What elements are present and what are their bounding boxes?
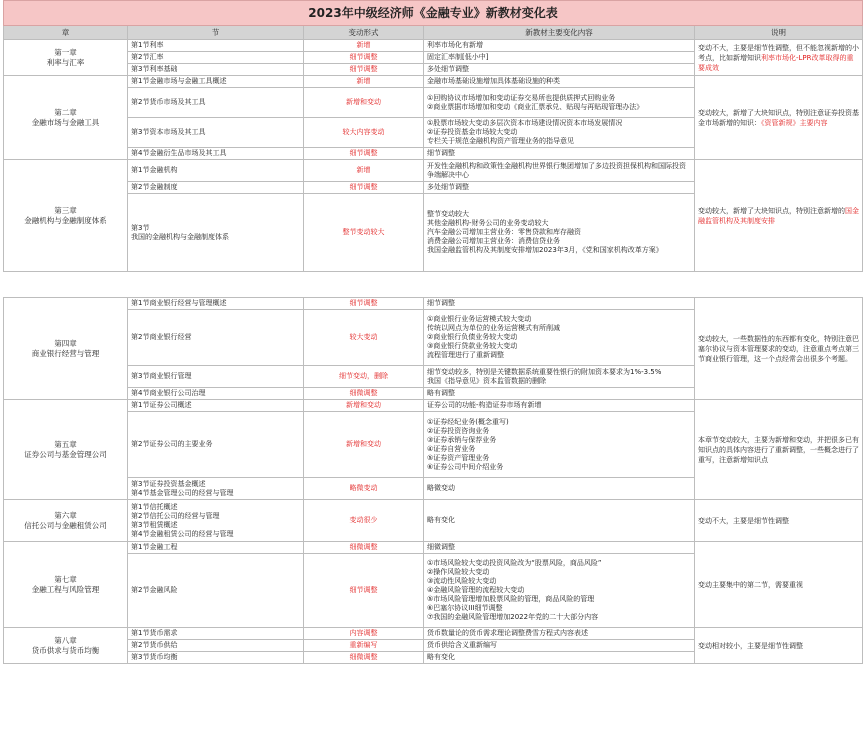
content-cell: ①商业银行业务运营模式较大变动 传统以网点为单位的业务运营模式有所削减 ②商业银行负债业务较大变动 ③商业银行贷款业务较大变动 流程管理进行了重新调整 bbox=[424, 310, 695, 366]
content-cell: 开发性金融机构和政策性金融机构世界银行集团增加了多边投资担保机构和国际投资争端解决中心 bbox=[424, 160, 695, 182]
content-cell: 货币数量论的货币需求理论调整费雪方程式内容表述 bbox=[424, 628, 695, 640]
note-text: 变动不大，主要是细节性调整，但不能忽视新增的小考点，比如新增知识 bbox=[698, 43, 859, 62]
change-cell: 新增和变动 bbox=[304, 400, 424, 412]
content-cell: 固定汇率制[低小中] bbox=[424, 52, 695, 64]
change-cell: 细微调整 bbox=[304, 388, 424, 400]
section-cell: 第1节金融机构 bbox=[128, 160, 304, 182]
page-title: 2023年中级经济师《金融专业》新教材变化表 bbox=[4, 1, 863, 26]
content-cell: 细节变动较多，特别是关键数据系统重要性银行的附加资本要求为1%-3.5% 我国《指导意见》资本监管数据的删除 bbox=[424, 366, 695, 388]
note-cell: 变动不大，主要是细节性调整 bbox=[695, 500, 863, 542]
note-highlight: 利率市场化-LPR改革取得的重要成效 bbox=[698, 53, 854, 72]
note-cell bbox=[695, 160, 863, 272]
change-cell: 细节调整 bbox=[304, 148, 424, 160]
section-cell: 第2节金融制度 bbox=[128, 182, 304, 194]
header-content: 新教材主要变化内容 bbox=[424, 26, 695, 40]
header-section: 节 bbox=[128, 26, 304, 40]
chapter-cell: 第二章 金融市场与金融工具 bbox=[4, 76, 128, 160]
change-cell: 细节调整 bbox=[304, 554, 424, 628]
change-cell: 细节调整 bbox=[304, 64, 424, 76]
header-change-form: 变动形式 bbox=[304, 26, 424, 40]
section-cell: 第2节证券公司的主要业务 bbox=[128, 412, 304, 478]
section-cell: 第1节货币需求 bbox=[128, 628, 304, 640]
change-cell: 细节调整 bbox=[304, 298, 424, 310]
chapter-cell: 第三章 金融机构与金融制度体系 bbox=[4, 160, 128, 272]
section-cell: 第3节货币均衡 bbox=[128, 652, 304, 664]
section-cell: 第1节商业银行经营与管理概述 bbox=[128, 298, 304, 310]
content-cell: ①回购协议市场增加和变动证券交易所也提供质押式回购业务 ②商业票据市场增加和变动《商业汇票承兑、贴现与再贴现管理办法》 bbox=[424, 88, 695, 118]
section-cell: 第4节商业银行公司治理 bbox=[128, 388, 304, 400]
chapter-cell: 第五章 证券公司与基金管理公司 bbox=[4, 400, 128, 500]
content-cell: 货币供给含义重新编写 bbox=[424, 640, 695, 652]
change-cell: 细微调整 bbox=[304, 542, 424, 554]
change-cell: 较大变动 bbox=[304, 310, 424, 366]
section-cell: 第2节汇率 bbox=[128, 52, 304, 64]
section-cell: 第3节利率基础 bbox=[128, 64, 304, 76]
section-cell: 第1节证券公司概述 bbox=[128, 400, 304, 412]
note-text: 变动较大，新增了大块知识点，特别注意证券投资基金市场新增的知识： bbox=[698, 108, 859, 127]
section-cell: 第2节金融风险 bbox=[128, 554, 304, 628]
content-cell: 略微变动 bbox=[424, 478, 695, 500]
change-cell: 内容调整 bbox=[304, 628, 424, 640]
chapter-cell: 第七章 金融工程与风险管理 bbox=[4, 542, 128, 628]
section-cell: 第3节 我国的金融机构与金融制度体系 bbox=[128, 194, 304, 272]
content-cell: 略有变化 bbox=[424, 652, 695, 664]
section-cell: 第1节信托概述 第2节信托公司的经营与管理 第3节租赁概述 第4节金融租赁公司的经营与管理 bbox=[128, 500, 304, 542]
header-notes: 说明 bbox=[695, 26, 863, 40]
content-cell: ①市场风险较大变动投资风险改为“股票风险，商品风险” ②操作风险较大变动 ③流动性风险较大变动 ④金融风险管理的流程较大变动 ⑤市场风险管理增加股票风险的管理，商品风险的管理 ⑥巴塞尔协议III细节调整 ⑦我国的金融风险管理增加2022年党的二十大部分内容 bbox=[424, 554, 695, 628]
content-cell: 细节调整 bbox=[424, 148, 695, 160]
note-cell bbox=[695, 40, 863, 76]
header-row bbox=[4, 26, 863, 40]
title-row bbox=[4, 1, 863, 26]
change-cell: 新增 bbox=[304, 76, 424, 88]
content-cell: 略有变化 bbox=[424, 500, 695, 542]
content-cell: 细微调整 bbox=[424, 542, 695, 554]
change-cell: 新增和变动 bbox=[304, 88, 424, 118]
change-cell: 略微变动 bbox=[304, 478, 424, 500]
content-cell: 细节调整 bbox=[424, 298, 695, 310]
chapter-cell: 第一章 利率与汇率 bbox=[4, 40, 128, 76]
change-table bbox=[3, 0, 863, 664]
content-cell: 略有调整 bbox=[424, 388, 695, 400]
content-cell: 多处细节调整 bbox=[424, 182, 695, 194]
change-cell: 新增 bbox=[304, 160, 424, 182]
section-cell: 第1节利率 bbox=[128, 40, 304, 52]
change-cell: 细节变动，删除 bbox=[304, 366, 424, 388]
change-cell: 细微调整 bbox=[304, 652, 424, 664]
section-cell: 第2节货币市场及其工具 bbox=[128, 88, 304, 118]
table-row bbox=[4, 628, 863, 640]
section-cell: 第3节商业银行管理 bbox=[128, 366, 304, 388]
content-cell: 整节变动较大 其他金融机构-财务公司的业务变动较大 汽车金融公司增加主营业务：零售贷款和库存融资 消费金融公司增加主营业务：消费信贷业务 我国金融监管机构及其制度安排增加2023年3月，《党和国家机构改革方案》 bbox=[424, 194, 695, 272]
section-cell: 第3节证券投资基金概述 第4节基金管理公司的经营与管理 bbox=[128, 478, 304, 500]
section-cell: 第1节金融市场与金融工具概述 bbox=[128, 76, 304, 88]
change-cell: 细节调整 bbox=[304, 52, 424, 64]
note-cell: 变动相对较小，主要是细节性调整 bbox=[695, 628, 863, 664]
change-cell: 整节变动较大 bbox=[304, 194, 424, 272]
content-cell: ①证券经纪业务(概念重写) ②证券投资咨询业务 ③证券承销与保荐业务 ④证券自营业务 ⑤证券资产管理业务 ⑥证券公司中间介绍业务 bbox=[424, 412, 695, 478]
content-cell: ①股票市场较大变动多层次资本市场建设情况资本市场发展情况 ②证券投资基金市场较大变动 专栏关于规范金融机构资产管理业务的指导意见 bbox=[424, 118, 695, 148]
change-cell: 变动很少 bbox=[304, 500, 424, 542]
change-cell: 细节调整 bbox=[304, 182, 424, 194]
section-cell: 第2节商业银行经营 bbox=[128, 310, 304, 366]
table-row bbox=[4, 40, 863, 52]
table-row bbox=[4, 400, 863, 412]
note-highlight: 国金融监管机构及其制度安排 bbox=[698, 206, 859, 225]
note-cell: 变动较大，一些数据性的东西都有变化，特别注意巴塞尔协议与资本管理要求的变动，注意重点考点第三节商业银行管理，这一个点经常会出很多个考题。 bbox=[695, 298, 863, 400]
change-cell: 新增和变动 bbox=[304, 412, 424, 478]
table-row bbox=[4, 76, 863, 88]
table-row bbox=[4, 500, 863, 542]
section-cell: 第4节金融衍生品市场及其工具 bbox=[128, 148, 304, 160]
header-chapter: 章 bbox=[4, 26, 128, 40]
content-cell: 利率市场化有新增 bbox=[424, 40, 695, 52]
table-gap bbox=[4, 272, 863, 298]
chapter-cell: 第四章 商业银行经营与管理 bbox=[4, 298, 128, 400]
section-cell: 第1节金融工程 bbox=[128, 542, 304, 554]
section-cell: 第2节货币供给 bbox=[128, 640, 304, 652]
note-cell: 变动主要集中的第二节，需要重视 bbox=[695, 542, 863, 628]
note-cell bbox=[695, 76, 863, 160]
table-row bbox=[4, 160, 863, 182]
table-row bbox=[4, 298, 863, 310]
table-row bbox=[4, 542, 863, 554]
content-cell: 金融市场基础设施增加具体基础设施的种类 bbox=[424, 76, 695, 88]
content-cell: 多处细节调整 bbox=[424, 64, 695, 76]
section-cell: 第3节资本市场及其工具 bbox=[128, 118, 304, 148]
chapter-cell: 第八章 货币供求与货币均衡 bbox=[4, 628, 128, 664]
note-highlight: 《资管新规》主要内容 bbox=[761, 118, 828, 127]
gap-cell bbox=[4, 272, 863, 298]
content-cell: 证券公司的功能-构造证券市场有新增 bbox=[424, 400, 695, 412]
change-cell: 较大内容变动 bbox=[304, 118, 424, 148]
change-cell: 新增 bbox=[304, 40, 424, 52]
note-text: 变动较大，新增了大块知识点，特别注意新增的 bbox=[698, 206, 845, 215]
change-cell: 重新编写 bbox=[304, 640, 424, 652]
chapter-cell: 第六章 信托公司与金融租赁公司 bbox=[4, 500, 128, 542]
note-cell: 本章节变动较大，主要为新增和变动，并把很多已有知识点的具体内容进行了重新调整，一些概念进行了重写，注意新增知识点 bbox=[695, 400, 863, 500]
